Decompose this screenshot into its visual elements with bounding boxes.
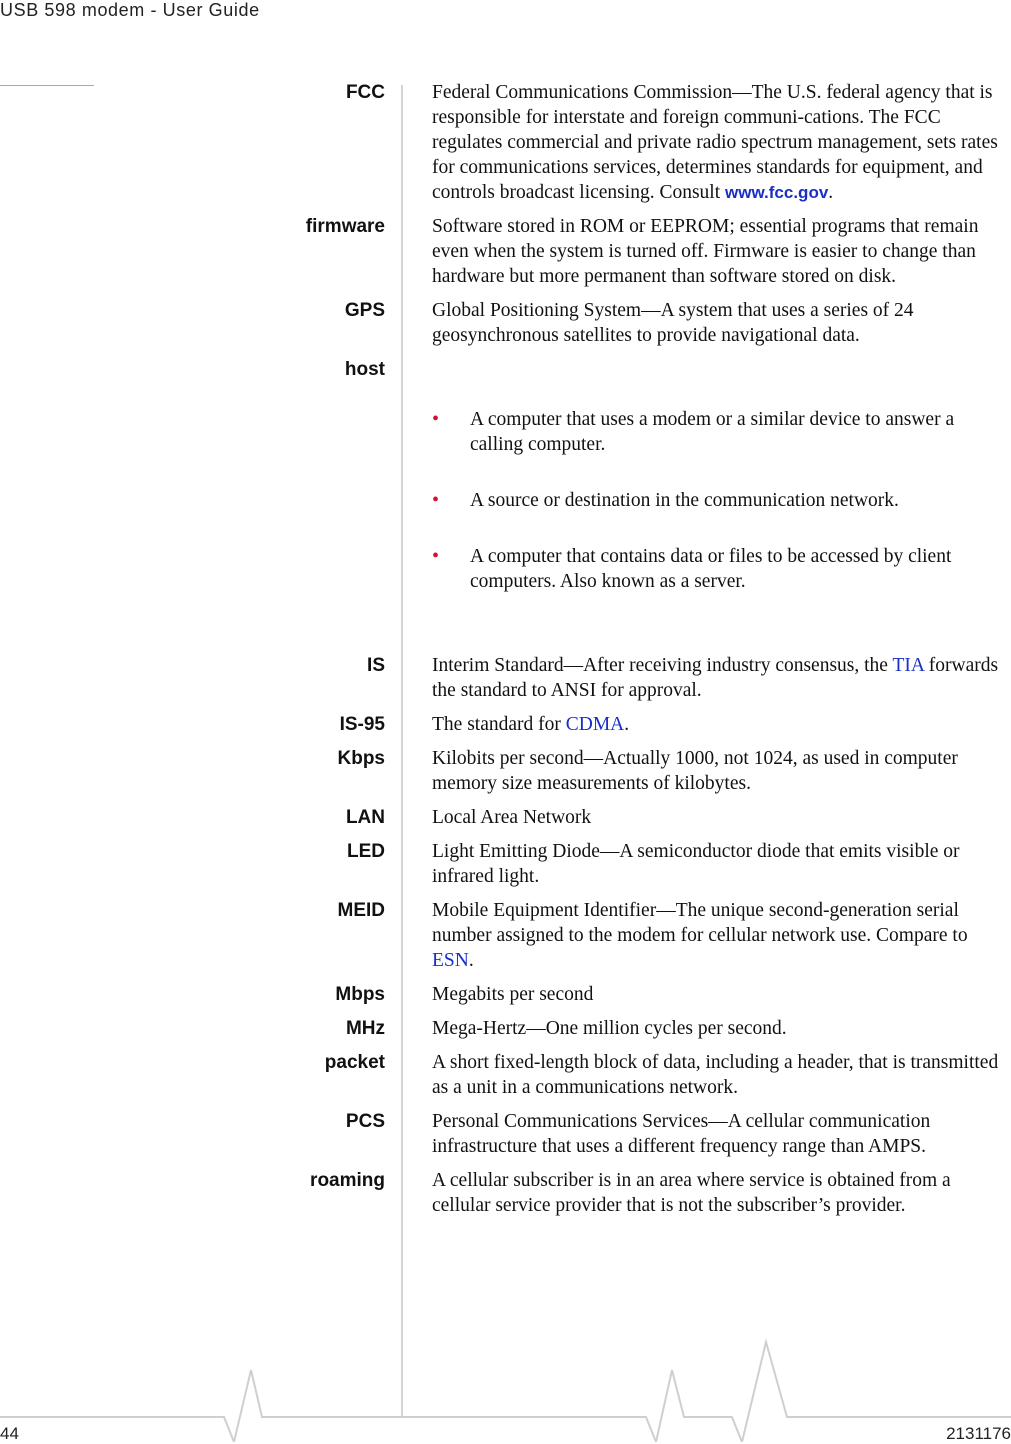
glossary-definition: Global Positioning System—A system that uses a series of 24 geosynchronous satellites to provide navigational data. [432,300,914,346]
definition-text: The standard for [432,714,566,735]
list-item [432,544,1010,594]
glossary-definition: Mega-Hertz—One million cycles per second. [432,1018,787,1039]
glossary-definition [432,712,1010,737]
glossary-term: MEID [337,900,385,921]
glossary-term: LAN [345,807,385,828]
glossary-definition: Software stored in ROM or EEPROM; essential programs that remain even when the system is turned off. Firmware is easier to change than hardware but more permanent than software stored on disk. [432,216,979,287]
glossary-term: Kbps [337,748,385,769]
glossary-entry-gps [0,298,1011,348]
bullet-icon: • [432,489,440,511]
running-header: USB 598 modem - User Guide [0,0,260,20]
definition-text: . [624,714,630,735]
glossary-term: GPS [344,300,385,321]
glossary-entry-is [0,653,1011,703]
glossary-definition: Light Emitting Diode—A semiconductor diode that emits visible or infrared light. [432,841,960,887]
glossary-term: firmware [305,216,385,237]
glossary-term: packet [324,1052,385,1073]
glossary-definition: Personal Communications Services—A cellular communication infrastructure that uses a different frequency range than AMPS. [432,1111,931,1157]
bullet-list [432,382,1010,619]
glossary-term: LED [347,841,385,862]
page-number: 44 [0,1424,19,1443]
glossary-definition: Megabits per second [432,984,594,1005]
bullet-icon: • [432,408,440,430]
glossary-entry-meid [0,898,1011,973]
fcc-website-link[interactable]: www.fcc.gov [725,183,829,202]
definition-text: Interim Standard—After receiving industry consensus, the [432,655,893,676]
glossary-term: IS-95 [339,714,385,735]
glossary-term: IS [367,655,385,676]
footer-signal-line [0,1330,1011,1442]
glossary-entry-packet [0,1050,1011,1100]
glossary-entry-firmware [0,214,1011,289]
bullet-icon: • [432,545,440,567]
glossary-definition: A short fixed-length block of data, including a header, that is transmitted as a unit in a communications network. [432,1052,999,1098]
glossary-entry-host [0,357,1011,644]
glossary-entry-fcc [0,80,1011,205]
bullet-text: A computer that uses a modem or a similar device to answer a calling computer. [470,409,955,455]
glossary-definition [432,898,1010,973]
definition-text: Mobile Equipment Identifier—The unique second-generation serial number assigned to the modem for cellular network use. Compare to [432,900,968,946]
glossary-term: MHz [345,1018,385,1039]
glossary-definition [432,653,1010,703]
glossary-entry-mhz [0,1016,1011,1041]
definition-text: . [828,182,834,203]
esn-cross-reference-link[interactable]: ESN [432,950,469,971]
definition-text: forwards the standard to ANSI for approval. [432,655,999,701]
glossary-entry-kbps [0,746,1011,796]
glossary-term: host [344,359,385,380]
glossary-list [0,80,1011,1227]
glossary-entry-pcs [0,1109,1011,1159]
glossary-definition: A cellular subscriber is in an area where service is obtained from a cellular service provider that is not the subscriber’s provider. [432,1170,951,1216]
glossary-entry-lan [0,805,1011,830]
cdma-cross-reference-link[interactable]: CDMA [565,714,625,735]
glossary-definition: Local Area Network [432,807,592,828]
bullet-text: A computer that contains data or files to be accessed by client computers. Also known as a server. [470,546,952,592]
glossary-entry-mbps [0,982,1011,1007]
glossary-term: FCC [345,82,385,103]
glossary-term: PCS [345,1111,385,1132]
glossary-entry-roaming [0,1168,1011,1218]
glossary-definition: Kilobits per second—Actually 1000, not 1024, as used in computer memory size measurements of kilobytes. [432,748,958,794]
glossary-definition [432,357,1010,644]
bullet-text: A source or destination in the communication network. [470,490,899,511]
tia-cross-reference-link[interactable]: TIA [892,655,924,676]
glossary-entry-is-95 [0,712,1011,737]
glossary-definition [432,80,1010,205]
glossary-term: Mbps [335,984,385,1005]
glossary-term: roaming [310,1170,385,1191]
definition-text: Federal Communications Commission—The U.S. federal agency that is responsible for interstate and foreign communi-cations. The FCC regulates commercial and private radio spectrum management, sets rates for communications services, determines standards for equipment, and controls broadcast licensing. Consult [432,82,998,203]
document-number: 2131176 [946,1424,1011,1443]
glossary-entry-led [0,839,1011,889]
list-item [432,488,1010,513]
definition-text: . [468,950,474,971]
list-item [432,407,1010,457]
